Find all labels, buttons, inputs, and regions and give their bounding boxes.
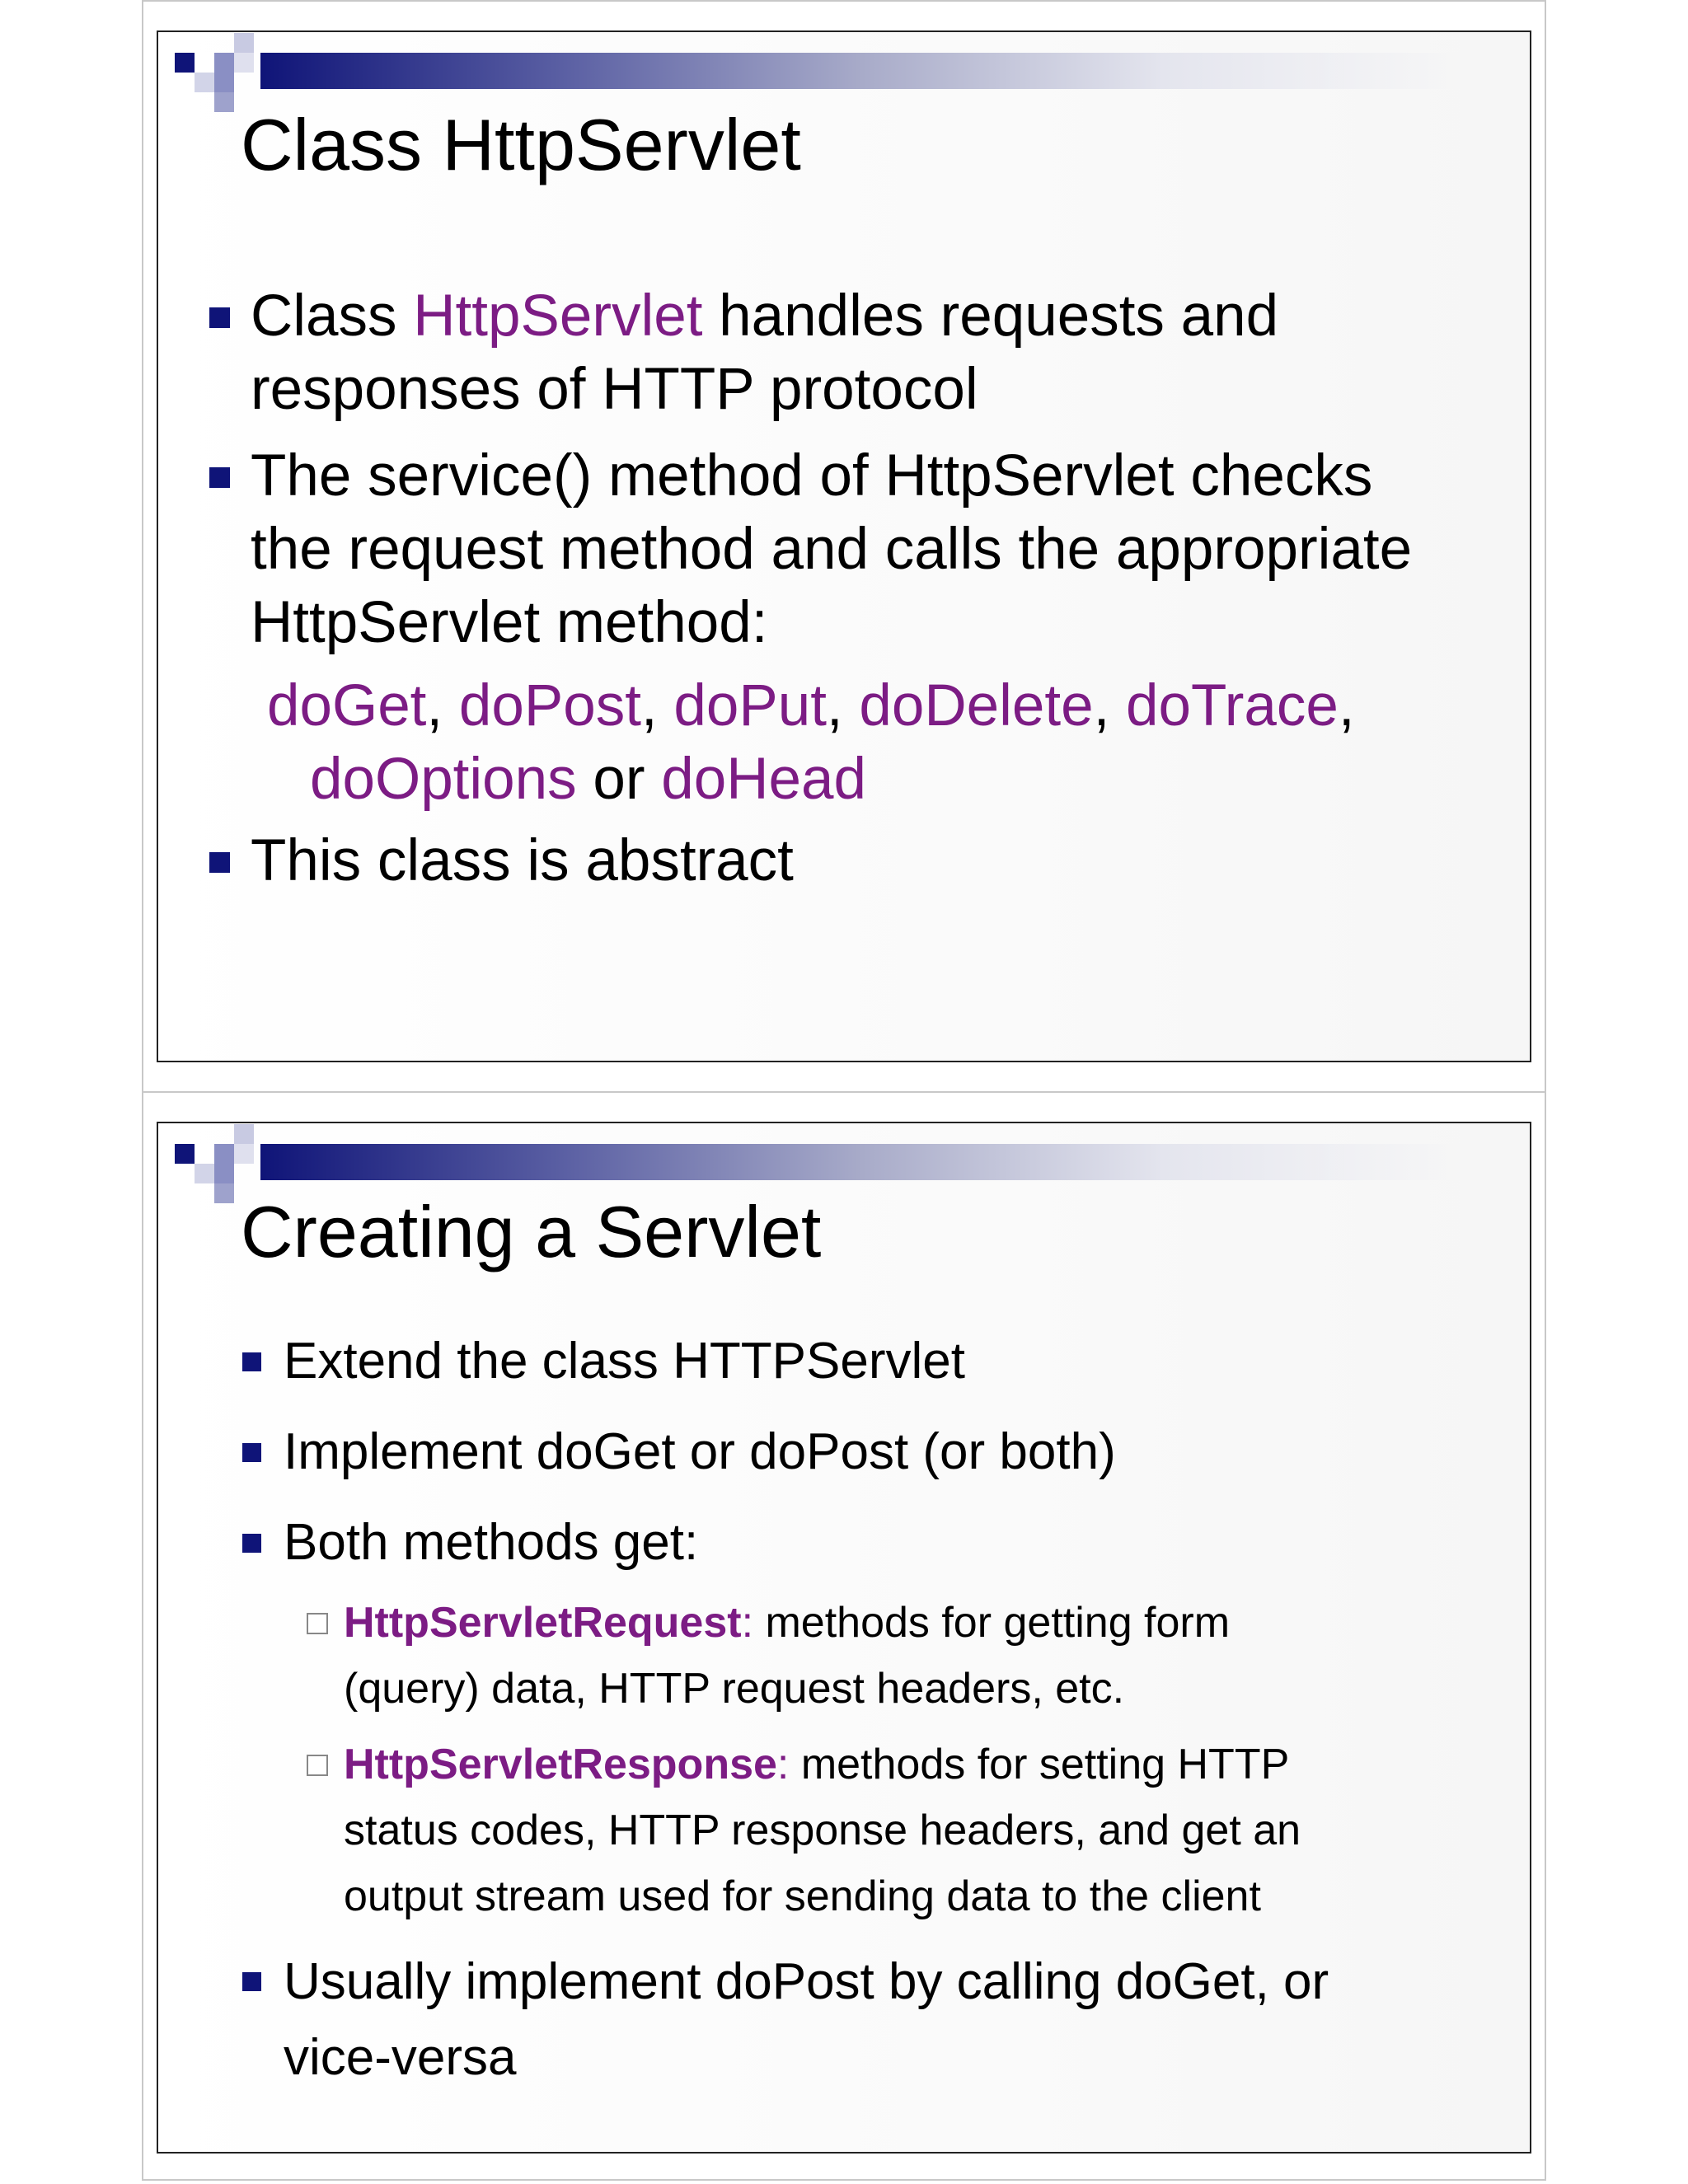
square-bullet-icon (242, 1443, 261, 1462)
page-divider (142, 1091, 1546, 1093)
list-item: Both methods get: (241, 1511, 1510, 1575)
hollow-square-bullet-icon (307, 1613, 328, 1634)
square-bullet-icon (242, 1972, 261, 1991)
bullet-text: Class HttpServlet handles requests and (251, 284, 1279, 349)
method-doput: doPut (673, 673, 827, 738)
list-item: The service() method of HttpServlet checks the request method and calls the appropriate HttpServlet method: (208, 439, 1510, 659)
square-bullet-icon (242, 1534, 261, 1553)
square-bullet-icon (209, 467, 230, 488)
square-bullet-icon (209, 852, 230, 873)
square-bullet-icon (209, 307, 230, 328)
square-bullet-icon (242, 1352, 261, 1371)
slide-title: Creating a Servlet (241, 1191, 822, 1272)
slide-class-httpservlet (157, 30, 1531, 1062)
list-item: Class HttpServlet handles requests and responses of HTTP protocol (208, 279, 1510, 426)
hollow-square-bullet-icon (307, 1755, 328, 1776)
method-dotrace: doTrace (1126, 673, 1339, 738)
list-item: Implement doGet or doPost (or both) (241, 1420, 1510, 1484)
method-dodelete: doDelete (859, 673, 1094, 738)
method-doget: doGet (267, 673, 427, 738)
list-item: Extend the class HTTPServlet (241, 1329, 1510, 1394)
sub-list-item: HttpServletResponse: methods for setting HTTP status codes, HTTP response headers, and get an output stream used for sending data to the client (241, 1732, 1510, 1929)
slide-title: Class HttpServlet (241, 104, 801, 185)
httpservletresponse-label: HttpServletResponse (344, 1741, 777, 1788)
bullet-list (241, 1329, 1510, 2096)
httpservletrequest-label: HttpServletRequest (344, 1599, 742, 1647)
slide-creating-a-servlet (157, 1122, 1531, 2154)
method-dohead: doHead (661, 747, 866, 812)
list-item: This class is abstract (208, 824, 1510, 898)
httpservlet-highlight: HttpServlet (413, 284, 703, 349)
bullet-list (208, 279, 1510, 898)
method-dooptions: doOptions (310, 747, 577, 812)
method-dopost: doPost (458, 673, 641, 738)
sub-list-item: HttpServletRequest: methods for getting form (query) data, HTTP request headers, etc. (241, 1590, 1510, 1722)
list-item: Usually implement doPost by calling doGet, or vice-versa (241, 1944, 1510, 2096)
method-list: doGet, doPost, doPut, doDelete, doTrace, doOptions or doHead (267, 673, 1355, 812)
